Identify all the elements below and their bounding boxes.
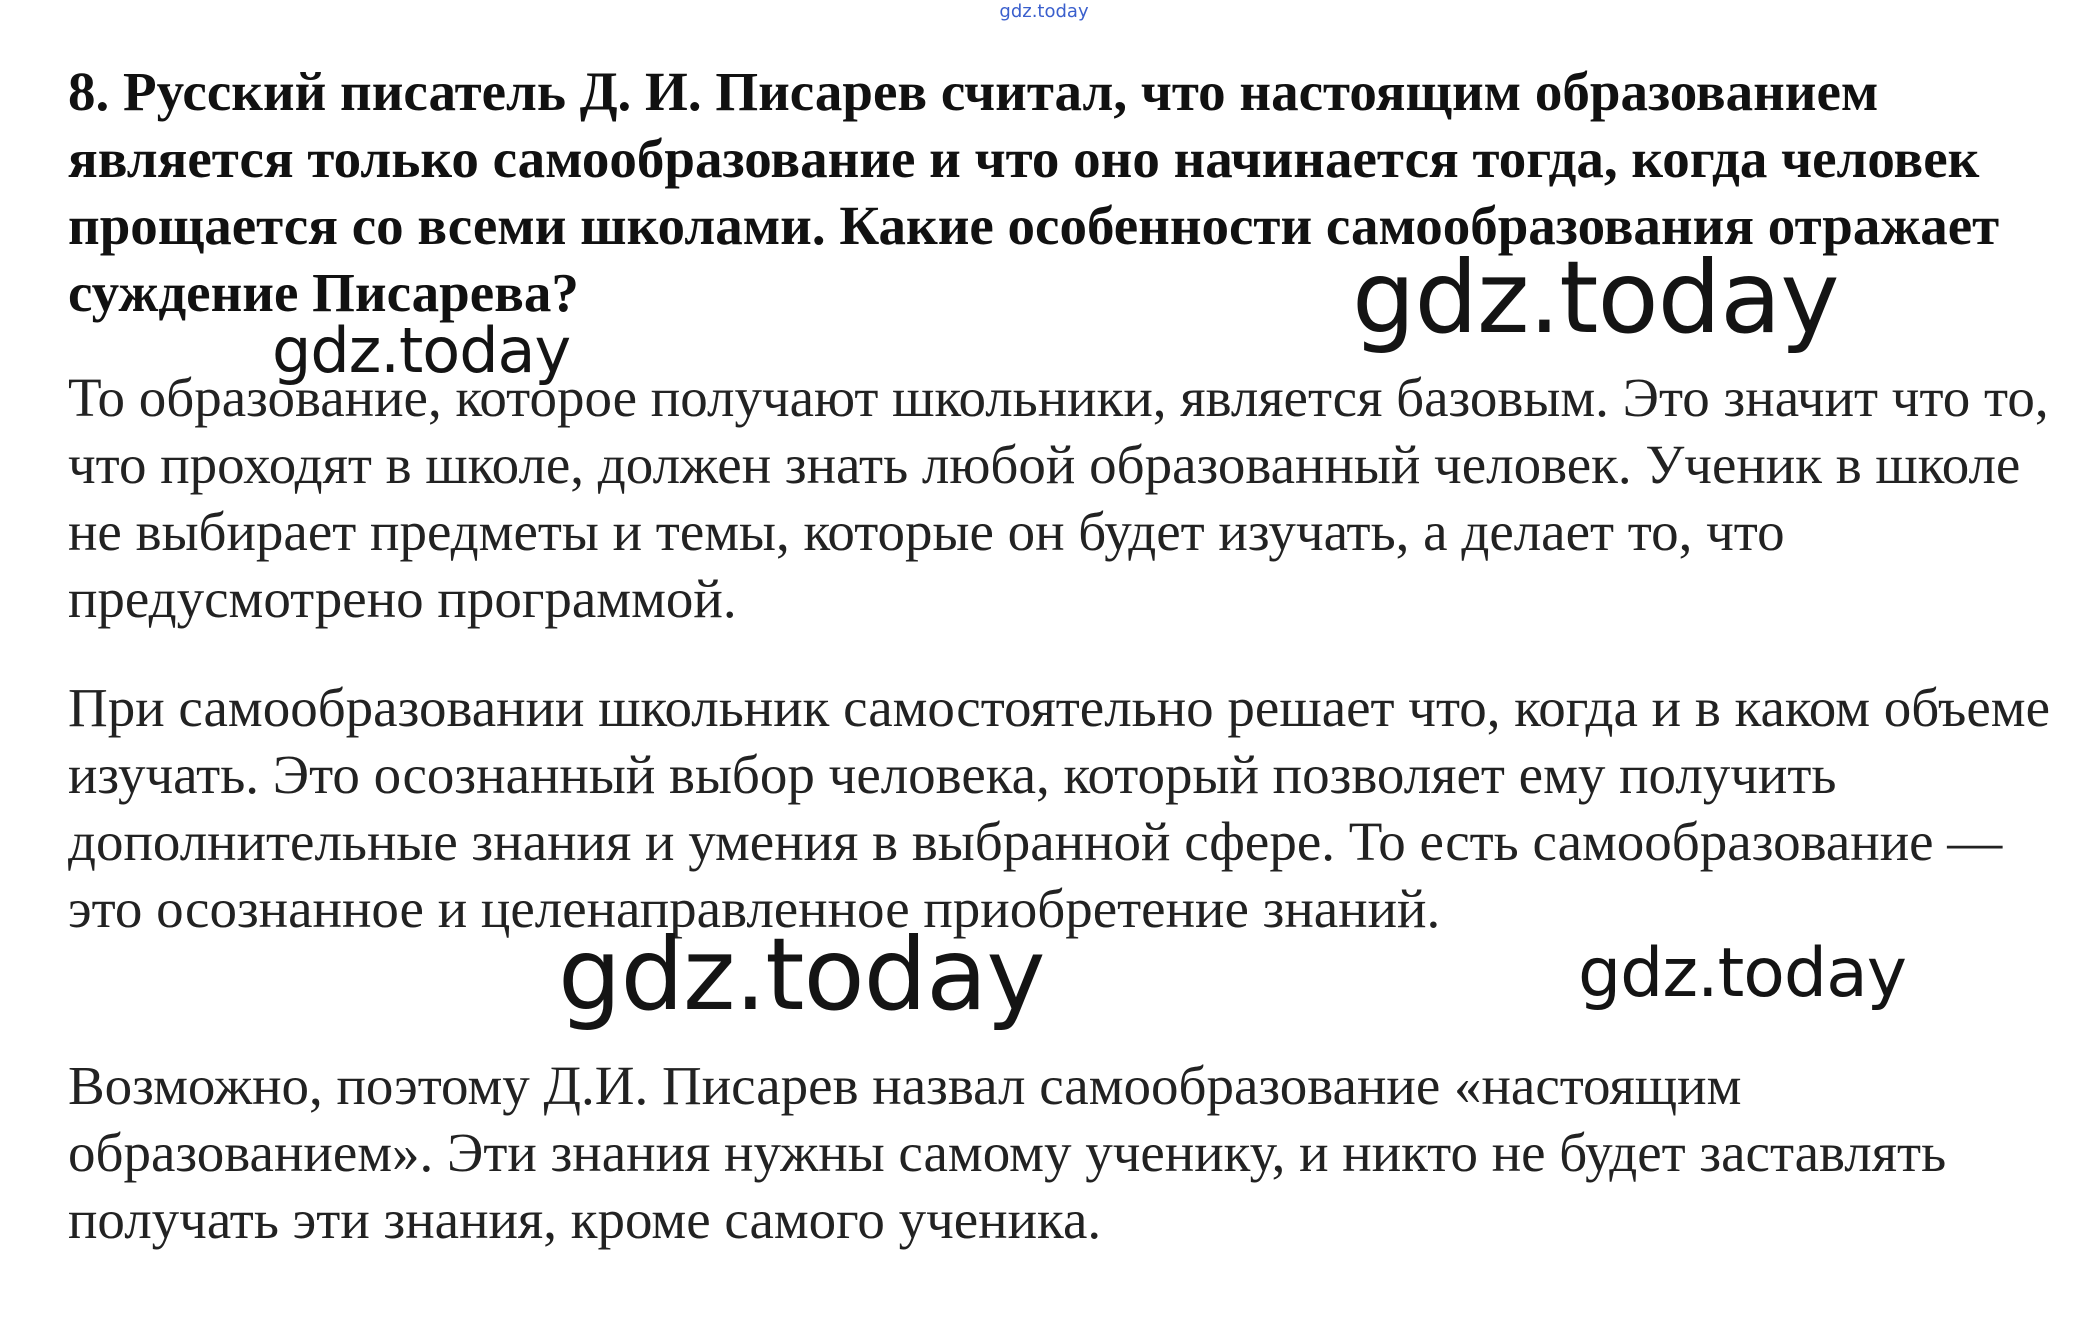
answer-paragraph: То образование, которое получают школьники, является базовым. Это значит что то, что проходят в школе, должен знать любой образованный человек. Ученик в школе не выбирает предметы и темы, которые он будет изучать, а делает то, что предусмотрено программой. [68, 367, 2049, 629]
watermark: gdz.today [1578, 934, 1906, 1013]
answer-paragraph: Возможно, поэтому Д.И. Писарев назвал самообразование «настоящим образованием». Эти знания нужны самому ученику, и никто не будет заставлять получать эти знания, кроме самого ученика. [68, 1055, 1947, 1250]
watermark: gdz.today [272, 314, 571, 387]
question-text: 8. Русский писатель Д. И. Писарев считал, что настоящим образованием является только самообразование и что оно начинается тогда, когда человек прощается со всеми школами. Какие особенности самообразования отражает суждение Писарева? [68, 61, 2000, 323]
answer-paragraph: При самообразовании школьник самостоятельно решает что, когда и в каком объеме изучать. Это осознанный выбор человека, который позволяет ему получить дополнительные знания и умения в выбранной сфере. То есть самообразование — это осознанное и целенаправленное приобретение знаний. [68, 677, 2050, 939]
watermark: gdz.today [558, 916, 1045, 1033]
top-watermark: gdz.today [999, 1, 1089, 22]
watermark: gdz.today [1352, 239, 1839, 356]
